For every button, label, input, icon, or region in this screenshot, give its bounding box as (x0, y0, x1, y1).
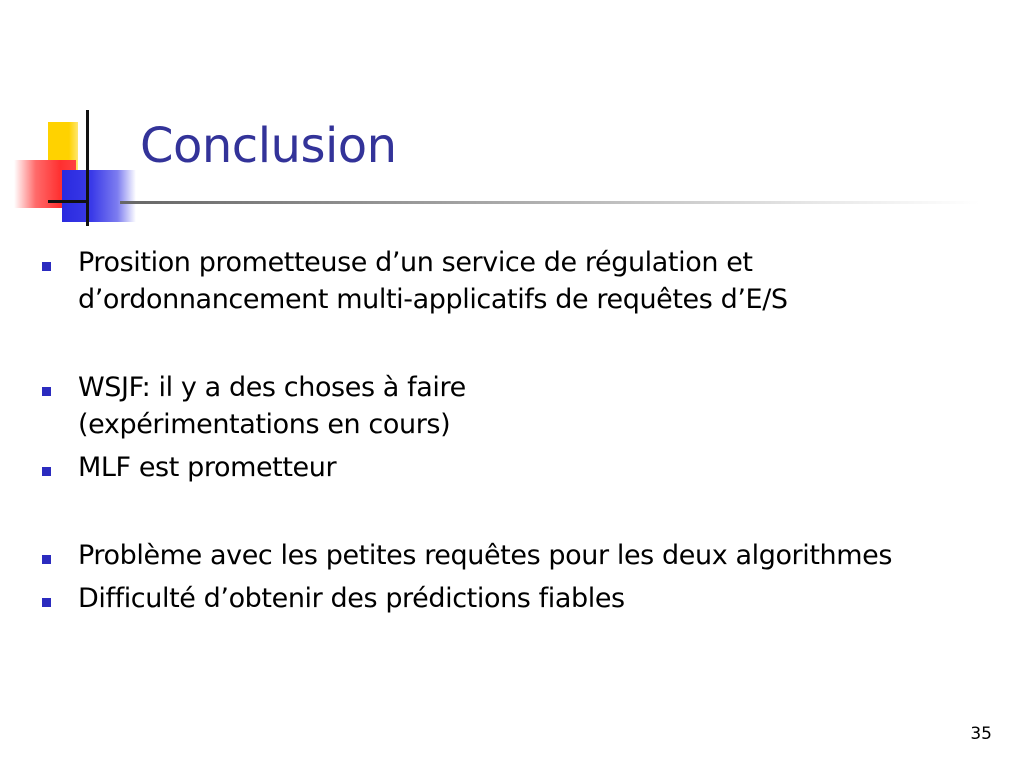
bullet-text-line: d’ordonnancement multi-applicatifs de requêtes d’E/S (78, 284, 788, 315)
bullet-text-line: (expérimentations en cours) (78, 409, 451, 440)
horizontal-line (48, 200, 88, 203)
bullet-text-line: Prosition prometteuse d’un service de régulation et (78, 247, 753, 278)
vertical-line (86, 110, 89, 226)
page-number: 35 (970, 724, 992, 744)
blue-square-icon (62, 170, 136, 222)
title-divider (120, 201, 980, 204)
square-bullet-icon (42, 387, 51, 396)
slide-logo-icon (0, 0, 160, 240)
bullet-list (40, 244, 1020, 617)
bullet-text-line: Difficulté d’obtenir des prédictions fiables (78, 583, 625, 614)
bullet-item (40, 369, 1020, 443)
bullet-text-line: Problème avec les petites requêtes pour les deux algorithmes (78, 540, 893, 571)
bullet-item (40, 449, 1020, 486)
square-bullet-icon (42, 555, 51, 564)
bullet-item (40, 580, 1020, 617)
slide-title: Conclusion (140, 118, 397, 174)
bullet-text-line: WSJF: il y a des choses à faire (78, 372, 466, 403)
bullet-text-line: MLF est prometteur (78, 452, 337, 483)
square-bullet-icon (42, 467, 51, 476)
square-bullet-icon (42, 598, 51, 607)
bullet-item (40, 244, 1020, 318)
bullet-item (40, 537, 1020, 574)
square-bullet-icon (42, 262, 51, 271)
